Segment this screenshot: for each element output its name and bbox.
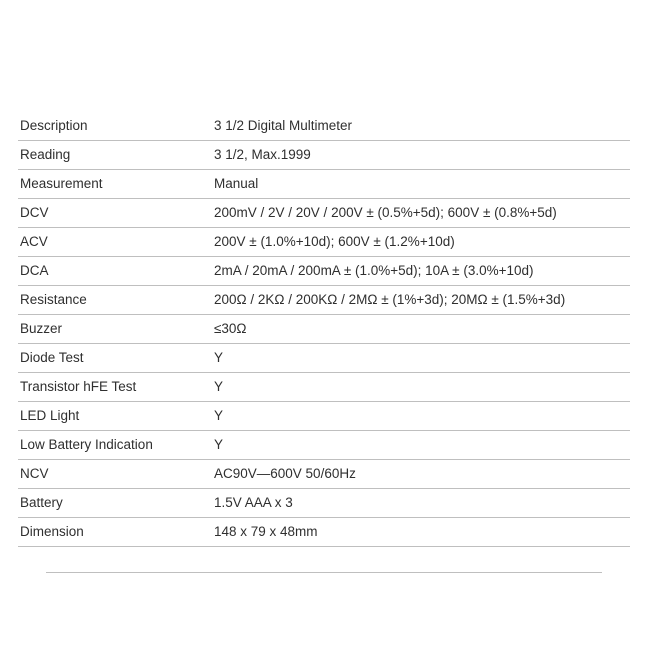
spec-label: Resistance (18, 286, 198, 315)
specification-table-body (18, 112, 630, 547)
table-row (18, 431, 630, 460)
spec-label: Reading (18, 141, 198, 170)
table-row (18, 460, 630, 489)
spec-label: DCV (18, 199, 198, 228)
table-row (18, 402, 630, 431)
table-row (18, 170, 630, 199)
spec-label: Measurement (18, 170, 198, 199)
table-row (18, 112, 630, 141)
spec-value: AC90V—600V 50/60Hz (198, 460, 630, 489)
spec-label: DCA (18, 257, 198, 286)
spec-label: Low Battery Indication (18, 431, 198, 460)
spec-value: Y (198, 402, 630, 431)
table-row (18, 489, 630, 518)
spec-value: 1.5V AAA x 3 (198, 489, 630, 518)
spec-label: Description (18, 112, 198, 141)
spec-value: 3 1/2 Digital Multimeter (198, 112, 630, 141)
spec-value: Manual (198, 170, 630, 199)
spec-label: LED Light (18, 402, 198, 431)
spec-value: 200mV / 2V / 20V / 200V ± (0.5%+5d); 600V ± (0.8%+5d) (198, 199, 630, 228)
table-row (18, 257, 630, 286)
spec-value: 2mA / 20mA / 200mA ± (1.0%+5d); 10A ± (3.0%+10d) (198, 257, 630, 286)
table-row (18, 228, 630, 257)
spec-value: 3 1/2, Max.1999 (198, 141, 630, 170)
table-row (18, 315, 630, 344)
table-row (18, 344, 630, 373)
specification-table (18, 112, 630, 547)
table-row (18, 199, 630, 228)
spec-value: 200V ± (1.0%+10d); 600V ± (1.2%+10d) (198, 228, 630, 257)
spec-value: Y (198, 344, 630, 373)
spec-value: Y (198, 431, 630, 460)
spec-value: ≤30Ω (198, 315, 630, 344)
spec-label: Diode Test (18, 344, 198, 373)
spec-value: 200Ω / 2KΩ / 200KΩ / 2MΩ ± (1%+3d); 20MΩ ± (1.5%+3d) (198, 286, 630, 315)
spec-label: NCV (18, 460, 198, 489)
table-row (18, 286, 630, 315)
bottom-divider (46, 572, 602, 573)
table-row (18, 518, 630, 547)
spec-value: 148 x 79 x 48mm (198, 518, 630, 547)
spec-label: Buzzer (18, 315, 198, 344)
spec-value: Y (198, 373, 630, 402)
spec-label: Battery (18, 489, 198, 518)
table-row (18, 373, 630, 402)
spec-label: ACV (18, 228, 198, 257)
spec-label: Dimension (18, 518, 198, 547)
table-row (18, 141, 630, 170)
spec-label: Transistor hFE Test (18, 373, 198, 402)
